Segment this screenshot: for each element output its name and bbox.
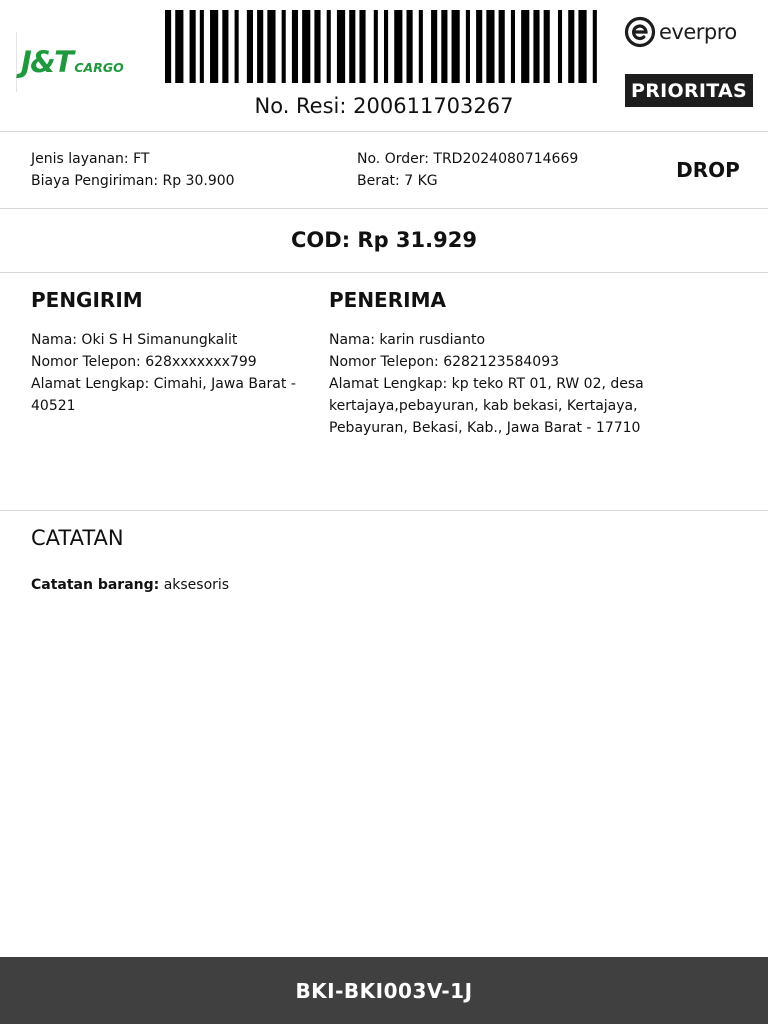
catatan-label: Catatan barang:	[31, 577, 160, 593]
barcode-bar	[337, 10, 345, 83]
catatan-value: aksesoris	[163, 577, 230, 593]
everpro-logo-text: everpro	[659, 20, 737, 44]
everpro-logo-icon	[624, 16, 656, 48]
pengirim-nama: Nama: Oki S H Simanungkalit	[31, 332, 238, 348]
pengirim-telepon: Nomor Telepon: 628xxxxxxx799	[31, 354, 257, 370]
divider	[0, 272, 768, 273]
barcode-bar	[521, 10, 529, 83]
divider	[0, 131, 768, 132]
resi-value: 200611703267	[353, 94, 514, 118]
barcode-bar	[511, 10, 515, 83]
no-order: No. Order: TRD2024080714669	[357, 151, 579, 167]
cod-amount: COD: Rp 31.929	[291, 228, 477, 252]
barcode-bar	[558, 10, 562, 83]
barcode-bar	[466, 10, 470, 83]
penerima-details	[329, 329, 717, 439]
barcode-bar	[578, 10, 586, 83]
logo-main-text: J&T	[21, 44, 73, 79]
barcode-bar	[235, 10, 239, 83]
barcode-bar	[314, 10, 320, 83]
barcode-bar	[267, 10, 275, 83]
barcode-icon	[165, 10, 603, 83]
penerima-alamat: Alamat Lengkap: kp teko RT 01, RW 02, desa kertajaya,pebayuran, kab bekasi, Kertajaya, Pebayuran, Bekasi, Kab., Jawa Barat - 17710	[329, 376, 644, 436]
barcode-bar	[441, 10, 447, 83]
everpro-logo	[624, 14, 756, 50]
barcode-bar	[349, 10, 355, 83]
penerima-nama: Nama: karin rusdianto	[329, 332, 486, 348]
barcode-bar	[165, 10, 171, 83]
barcode-bar	[190, 10, 196, 83]
divider	[0, 208, 768, 209]
priority-badge: PRIORITAS	[625, 74, 753, 107]
barcode-bar	[222, 10, 228, 83]
barcode-bar	[431, 10, 437, 83]
barcode-bar	[257, 10, 263, 83]
barcode-bar	[359, 10, 365, 83]
jt-cargo-logo-icon	[16, 32, 145, 92]
resi-label: No. Resi:	[254, 94, 347, 118]
catatan-title: CATATAN	[31, 526, 124, 550]
pengirim-title: PENGIRIM	[31, 288, 143, 312]
pengirim-details	[31, 329, 301, 417]
divider	[0, 510, 768, 511]
barcode-bar	[499, 10, 505, 83]
logo-sub-text: CARGO	[74, 59, 124, 75]
jenis-layanan: Jenis layanan: FT	[31, 151, 150, 167]
delivery-mode: DROP	[676, 158, 740, 182]
barcode-bar	[200, 10, 204, 83]
barcode-bar	[247, 10, 253, 83]
barcode-bar	[302, 10, 310, 83]
penerima-telepon: Nomor Telepon: 6282123584093	[329, 354, 560, 370]
barcode-bar	[452, 10, 460, 83]
barcode-bar	[210, 10, 218, 83]
service-info-left	[31, 148, 235, 192]
barcode-bar	[282, 10, 286, 83]
barcode-bar	[476, 10, 482, 83]
barcode-bar	[394, 10, 402, 83]
barcode-bar	[533, 10, 539, 83]
barcode-bar	[419, 10, 423, 83]
barcode-bar	[486, 10, 494, 83]
barcode-bar	[292, 10, 298, 83]
barcode-bar	[544, 10, 550, 83]
resi-number	[165, 94, 603, 118]
label-header	[0, 0, 768, 131]
barcode-bar	[593, 10, 597, 83]
sorting-code-footer	[0, 957, 768, 1024]
penerima-title: PENERIMA	[329, 288, 446, 312]
biaya-pengiriman: Biaya Pengiriman: Rp 30.900	[31, 173, 235, 189]
berat: Berat: 7 KG	[357, 173, 438, 189]
barcode-bar	[407, 10, 413, 83]
catatan-barang	[31, 574, 229, 596]
sorting-code: BKI-BKI003V-1J	[295, 978, 473, 1003]
barcode-bar	[327, 10, 331, 83]
service-info-right	[357, 148, 578, 192]
barcode-bar	[175, 10, 183, 83]
barcode-bar	[374, 10, 378, 83]
barcode-bar	[384, 10, 388, 83]
pengirim-alamat: Alamat Lengkap: Cimahi, Jawa Barat - 40521	[31, 376, 296, 414]
barcode-bar	[568, 10, 574, 83]
